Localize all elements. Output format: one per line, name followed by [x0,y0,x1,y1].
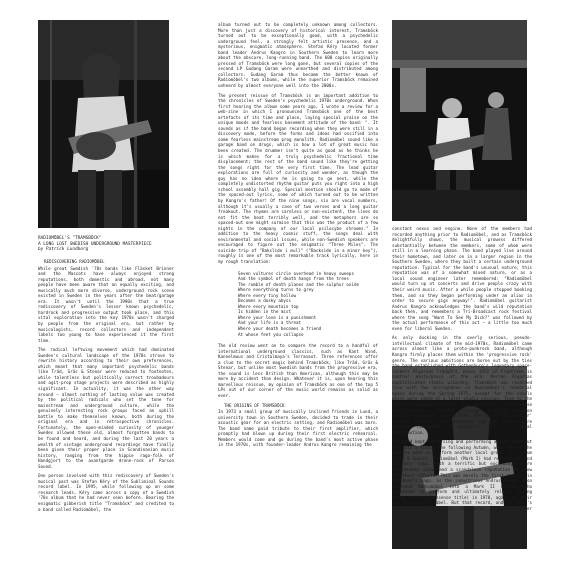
lyric-line: And your life is a threat [238,320,302,326]
article-byline: by Patrick Lundborg [38,247,89,253]
lyric-line: Where your death becomes a friend [238,325,322,331]
paragraph: As only ducking in the overly serious, pseudo-intellectual climate of the mid-1970s, Radiomöbel came across almost like a proto-punkrock band, although Kangro firmly places them within the 'progressive rock' genre. The various ambitions are borne out by the ties the band established with Gothenburg's legendary space-rockers Älgarnas Trädgård, whose 1972 LP Framtiden is another masterpiece of the era. Kerran Älgarnas sophisticated studio wizardry, Tramsböck was recorded live with two microphones in Radiomöbel's rehearsal space during the Spring 1975, except for the vocals which were added at a later studio session. True to the band's independent spirit, they decided to self-release the album as a 'private pressing', a fairly uncommon practice in Sweden at the time. The label 'Chockskivor' ("shock records") was invented and 600 copies were pressed (including a booklet), with no formal distribution. [392,335,532,435]
lyric-line: Seven vultures circle overhead in heavy sweeps [238,270,354,276]
paragraph: constant nexus and engine. None of the members had recorded anything prior to Radiomöbel, and as Tramsböck delightfully shows, the musical prowess differed substantially between the members, some of whom were still in a learning phase. The band played live around their hometown, and later on in a larger region in the Southern Sweden, where they built a certain underground reputation. Typical for the band's unusual nature, this reputation was of a somewhat mixed nature, or as a local sound engineer later remembered: "Radiomöbel would turn up at concerts and drive people crazy with their weird music. After a while people stopped booking them, and so they began performing under an alias in order to secure gigs anyway!". Radiomöbel guitarist Andrus Kangro acknowledges the band's wild reputation back then, and remembers a Tri-Broadcast rock festival where the song "Want To See My Dick?" was followed by the actual performance of this act – a little too much even for liberal Sweden. [392,226,532,331]
paragraph: The radical leftwing movement which had dominated Sweden's cultural landscape of the 1970s strove to rewrite history according to their own preferences, which meant that many important psychedelic bands like Träd, Gräs & Stenar were reduced to footnotes, while talentless but politically correct troubadours and agit-prop stage projects were described as highly significant. In actuality, it was the other way around – almost nothing of lasting value was created by the political radicals who set the tone for mainstream and underground culture, while the genuinely interesting rock groups faced an uphill battle to make themselves known, both during the original era and in retrospective chronicles. Fortunately, the open-minded curiosity of younger Swedes allowed these old, almost forgotten bands to be found and heard, and during the last 20 years a wealth of vintage underground recordings have finally been given their proper place in Scandinavian music history, ranging from the hippie raga-folk of Handgjort to the avantgarde drone-rock of Parson Sound. [38,347,174,469]
article-subtitle: A LONG LOST SWEDISH UNDERGROUND MASTERPIECE [38,241,152,247]
lyric-line: Where your love is a punishment [238,314,317,320]
band-photo-guitarist [38,20,169,228]
lyric-line: Where everything turns to grey [238,287,314,293]
paragraph: While great Swedish '70s bands like Fläsket Brinner and the Mascots have always enjoyed strong reputations, both domestic and abroad, not many people have been aware that an equally exciting, and musically much more diverse, underground rock scene existed in Sweden in the years after the beat/garage era. It wasn't until the 1990s that a true rediscovery of Sweden's lesser known psychedelic, hardrock and progressive output took place, and this vital exploration into the key 1970s wasn't charged by people from the original era, but rather by musicologists, record collectors and independent labels too young to have experienced it the first time. [38,265,174,343]
lyric-line: And the symbol of death hangs from the trees [238,276,349,282]
paragraph: One person involved with this rediscovery of Sweden's musical past was Stefan Kéry of the Subliminal Sounds record label. In 1995, while following up on some research leads, Kéry came across a copy of a Swedish '70s album that he had never seen before. Bearing the enigmatic gibberish title "Tramsböck" and credited to a band called Radiomöbel, the [38,473,174,512]
lyric-line: The rumble of death planes and the sulphur oxide [238,281,360,287]
column-3 [392,226,532,517]
lyric-line: At whose feet you collapse [238,331,304,337]
lyric-line: Is hidden in the mist [238,309,291,315]
lyrics-block [238,271,378,338]
section-heading-origins: THE ORIGINS OF TRAMSBÖCK [224,402,285,408]
paragraph: In 1973 a small group of musically inclined friends in Lund, a university town in Southern Sweden, decided to trade in their acoustic gear for an electric setting, and Radiomöbel was born. The band name paid tribute to their first amplifier, which promptly had blown up during their first electric rehearsal. Members would come and go during the band's most active phase in the 1970s, with founder-leader Andrus Kangro remaining the [218,409,378,448]
paragraph: The old review went on to compare the record to a handful of international underground classics, such as Kant Wind, Kannelmuus and Cristalmaya's Terranaut. Three references offer a clue to the secret magic behind Tramsböck; like Träd, Gräs & Stenar, but unlike most Swedish bands from the progressive era, the sound is less British than American, although this may be more by accident than design. Whatever it is, upon hearing this marvellous reissue, my opinion of Tramsböck as one of the top 5 LPs out of our corner of the music world remains as solid as ever. [218,343,378,398]
article-title: RADIOMÖBEL'S "TRAMSBÖCK" [38,236,102,241]
section-heading-rediscovering: REDISCOVERING RADIOMÖBEL [44,259,105,264]
paragraph: The band kept rehearsing and performing around Lund but ran into a hiatus the following Autumn, when two of the members went on to form another local group, Trä & Rum (Time & Space). Radiomöbel (Mark I) had reached the end of their saga, with a terrific but exceedingly rare independent album and a scandalous reputation to show for their efforts. This was merely the first chapter in the band's saga, as the industrious Andrus Kangro soon reformed Radiomöbel into a Mark II outfit, who continued to perform and ultimately release Gudang Garam (another nonsense title) in 1978, again on their own Chockskivor label. But that record, and the band's activities in the 1980s, is another tale for another time. – END [392,439,532,517]
lyric-line: Where every tiny hollow [238,292,296,298]
column-1 [38,259,174,551]
band-photo-stage [392,20,527,221]
paragraph: album turned out to be completely unknown among collectors. More than just a discovery of historical interest, Tramsböck turned out to be exceptionally good, with a psychedelic underground feel, a strongly felt artistic presence, and a mysterious, enigmatic atmosphere. Stefan Kéry located former band leader Andrus Kangro in Southern Sweden to learn more about the obscure, long-running band. The 600 copies originally pressed of Tramsböck were long gone, but several copies of the second LP Gudang Garam were unearthed and distributed among collectors. Gudang Garam thus became the better known of Radiomöbel's two albums, while the superior Tramsböck remained unheard by almost everyone well into the 2000s. [218,22,378,89]
column-2 [218,22,378,551]
lyric-line: Where every mountain top [238,303,299,309]
article-caption [38,236,173,253]
paragraph: The present reissue of Tramsböck is an important addition to the chronicles of Sweden's psychedelic 1970s underground. When first hearing the album some years ago, I wrote a review for a web-zine in which I pronounced Tramsböck one of the best artefacts of its time and place, laying special praise on the unique moods and fearless basement attitude of the band: ". It sounds as if the band began recording when they were still in a discovery mode, before the forms and ideas had ossified into some fearless mainstream prog monolith. Radiomöbel sound like a garage band on drugs, which is how a lot of great music has been created. The drummer isn't quite as good as he thinks he is which makes for a truly psychedelic fractional time displacement; the rest of the band sound like they're getting the songs right for the very first time. The lead guitar explorations are full of curiosity and wonder, as though the guy has no idea where he is going to go next, while the completely undistorted rhythm guitar puts you right into a high school assembly hall gig. Special mention should go to mode of the spaced-out lyrics, some of which turned out to be written by Kangro's father! Of the nine songs, six are vocal numbers, although it's usually a case of two verses and a long guitar freakout. The rhymes are careless or non-existent, the lines do not fit the beat terribly well, and the metaphors are so spaced-out one might surmise that this was the product of a few nights in the company of our local psilocybe shrooms." In addition to the heavy cosmic stuff, the songs deal with environmental and social issues, while non-Swedish speakers are encouraged to figure out the enigmatic "Three Miles". The suicide trip of "Bakslide i mull" ("Backside in a minor key"), roughly is one of the most remarkable track lyrically, here in my rough translation: [218,92,378,264]
lyric-line: Becomes a dusky abyss [238,298,291,304]
